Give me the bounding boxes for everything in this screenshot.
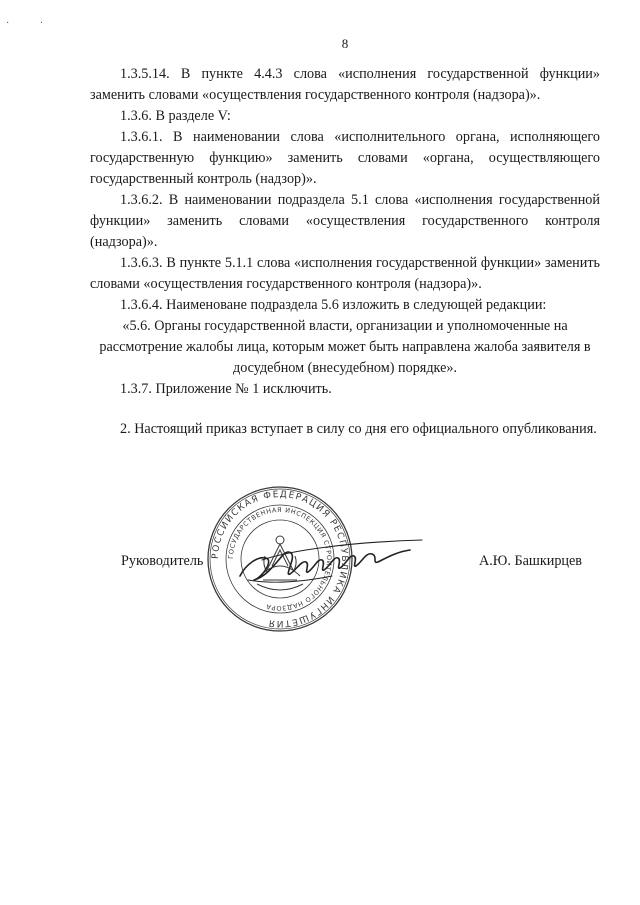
seal-inner-ring-text: ГОСУДАРСТВЕННАЯ ИНСПЕКЦИЯ СТРОИТЕЛЬНОГО НАДЗОРА: [226, 505, 334, 613]
document-body: [90, 64, 600, 440]
paragraph-1-3-6-3: 1.3.6.3. В пункте 5.1.1 слова «исполнения государственной функции» заменить словами «осуществления государственного контроля (надзора)».: [90, 255, 600, 292]
paragraph-2-effective-date: 2. Настоящий приказ вступает в силу со дня его официального опубликования.: [120, 421, 597, 437]
signer-position: Руководитель: [121, 553, 204, 569]
paragraph-1-3-6-2: 1.3.6.2. В наименовании подраздела 5.1 слова «исполнения государственной функции» заменить словами «осуществления государственного контроля (надзора)».: [90, 192, 600, 250]
corner-scan-mark: · ·: [6, 18, 58, 29]
signer-name: А.Ю. Башкирцев: [479, 553, 583, 569]
paragraph-1-3-6-4: 1.3.6.4. Наименоване подраздела 5.6 изложить в следующей редакции:: [120, 297, 547, 313]
page-number: 8: [341, 36, 349, 51]
paragraph-spacer: [90, 400, 600, 419]
paragraph-1-3-6-1: 1.3.6.1. В наименовании слова «исполнительного органа, исполняющего государственную функцию» заменить словами «органа, осуществляющего государственный контроль (надзор)».: [90, 129, 600, 187]
paragraph-1-3-7: 1.3.7. Приложение № 1 исключить.: [120, 381, 332, 397]
paragraph-1-3-6: 1.3.6. В разделе V:: [120, 108, 231, 124]
handwritten-signature: [232, 530, 432, 590]
seal-outer-ring-text: РОССИЙСКАЯ ФЕДЕРАЦИЯ РЕСПУБЛИКА ИНГУШЕТИЯ: [210, 489, 350, 629]
quoted-heading-5-6: «5.6. Органы государственной власти, организации и уполномоченные на рассмотрение жалобы лица, которым может быть направлена жалоба заявителя в досудебном (внесудебном) порядке».: [99, 318, 591, 376]
paragraph-1-3-5-14: 1.3.5.14. В пункте 4.4.3 слова «исполнения государственной функции» заменить словами «осуществления государственного контроля (надзора)».: [90, 66, 600, 103]
